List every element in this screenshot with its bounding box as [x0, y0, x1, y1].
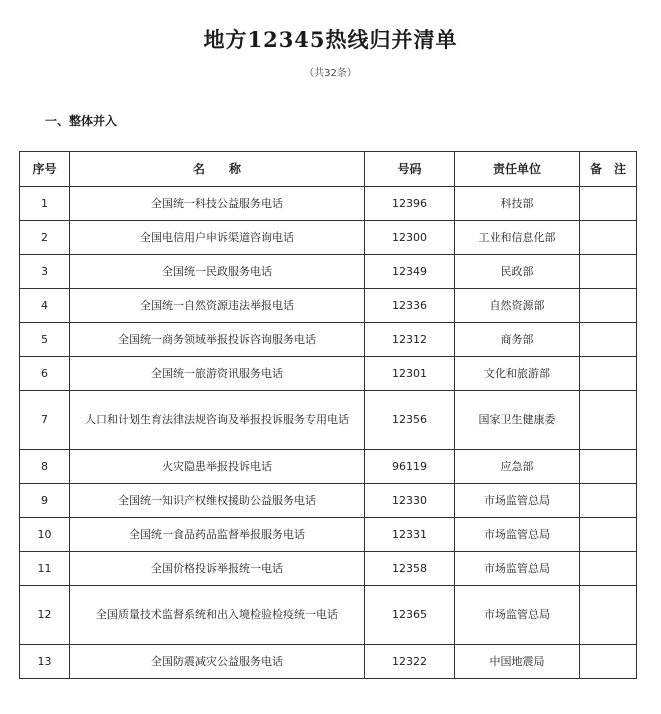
cell-remarks: [580, 518, 637, 552]
cell-index: 8: [20, 450, 70, 484]
table-row: [20, 289, 637, 323]
cell-name: 全国统一自然资源违法举报电话: [70, 289, 365, 323]
page-title: 地方12345热线归并清单: [203, 27, 458, 52]
cell-department: 工业和信息化部: [455, 221, 580, 255]
cell-department: 市场监管总局: [455, 586, 580, 645]
cell-number: 12358: [365, 552, 455, 586]
cell-number: 12322: [365, 645, 455, 679]
table-header-row: [20, 152, 637, 187]
cell-remarks: [580, 221, 637, 255]
cell-name: 全国价格投诉举报统一电话: [70, 552, 365, 586]
cell-remarks: [580, 450, 637, 484]
header-remarks: 备 注: [580, 152, 637, 187]
cell-number: 96119: [365, 450, 455, 484]
table-row: [20, 323, 637, 357]
cell-number: 12356: [365, 391, 455, 450]
cell-remarks: [580, 484, 637, 518]
cell-remarks: [580, 391, 637, 450]
cell-department: 国家卫生健康委: [455, 391, 580, 450]
cell-name: 全国统一知识产权维权援助公益服务电话: [70, 484, 365, 518]
cell-name: 全国电信用户申诉渠道咨询电话: [70, 221, 365, 255]
cell-name: 全国统一旅游资讯服务电话: [70, 357, 365, 391]
cell-remarks: [580, 323, 637, 357]
header-number: 号码: [365, 152, 455, 187]
table-row: [20, 552, 637, 586]
cell-name: 全国防震减灾公益服务电话: [70, 645, 365, 679]
cell-number: 12365: [365, 586, 455, 645]
cell-index: 3: [20, 255, 70, 289]
cell-number: 12396: [365, 187, 455, 221]
cell-remarks: [580, 645, 637, 679]
cell-number: 12336: [365, 289, 455, 323]
cell-index: 1: [20, 187, 70, 221]
cell-department: 市场监管总局: [455, 552, 580, 586]
header-index: 序号: [20, 152, 70, 187]
cell-remarks: [580, 187, 637, 221]
header-department: 责任单位: [455, 152, 580, 187]
cell-department: 商务部: [455, 323, 580, 357]
table-row: [20, 255, 637, 289]
cell-remarks: [580, 357, 637, 391]
table-row: [20, 357, 637, 391]
table-row: [20, 187, 637, 221]
cell-index: 7: [20, 391, 70, 450]
cell-number: 12331: [365, 518, 455, 552]
table-row: [20, 645, 637, 679]
cell-name: 全国统一民政服务电话: [70, 255, 365, 289]
cell-index: 4: [20, 289, 70, 323]
cell-remarks: [580, 289, 637, 323]
cell-name: 火灾隐患举报投诉电话: [70, 450, 365, 484]
cell-number: 12301: [365, 357, 455, 391]
hotline-table: [19, 151, 637, 679]
cell-department: 自然资源部: [455, 289, 580, 323]
table-row: [20, 586, 637, 645]
section-heading: 一、整体并入: [45, 114, 118, 128]
table-row: [20, 518, 637, 552]
cell-index: 10: [20, 518, 70, 552]
cell-name: 人口和计划生育法律法规咨询及举报投诉服务专用电话: [70, 391, 365, 450]
cell-index: 12: [20, 586, 70, 645]
cell-index: 2: [20, 221, 70, 255]
cell-index: 9: [20, 484, 70, 518]
cell-number: 12330: [365, 484, 455, 518]
cell-department: 科技部: [455, 187, 580, 221]
cell-remarks: [580, 255, 637, 289]
table-row: [20, 391, 637, 450]
cell-index: 11: [20, 552, 70, 586]
cell-remarks: [580, 586, 637, 645]
cell-department: 中国地震局: [455, 645, 580, 679]
cell-name: 全国统一商务领域举报投诉咨询服务电话: [70, 323, 365, 357]
cell-name: 全国统一科技公益服务电话: [70, 187, 365, 221]
cell-name: 全国质量技术监督系统和出入境检验检疫统一电话: [70, 586, 365, 645]
cell-remarks: [580, 552, 637, 586]
header-name: 名 称: [70, 152, 365, 187]
cell-number: 12312: [365, 323, 455, 357]
cell-index: 5: [20, 323, 70, 357]
cell-department: 民政部: [455, 255, 580, 289]
table-row: [20, 484, 637, 518]
table-row: [20, 450, 637, 484]
cell-number: 12300: [365, 221, 455, 255]
cell-department: 市场监管总局: [455, 484, 580, 518]
cell-name: 全国统一食品药品监督举报服务电话: [70, 518, 365, 552]
cell-number: 12349: [365, 255, 455, 289]
cell-department: 文化和旅游部: [455, 357, 580, 391]
cell-index: 13: [20, 645, 70, 679]
cell-department: 应急部: [455, 450, 580, 484]
item-count: （共32条）: [304, 68, 357, 79]
table-row: [20, 221, 637, 255]
cell-index: 6: [20, 357, 70, 391]
cell-department: 市场监管总局: [455, 518, 580, 552]
